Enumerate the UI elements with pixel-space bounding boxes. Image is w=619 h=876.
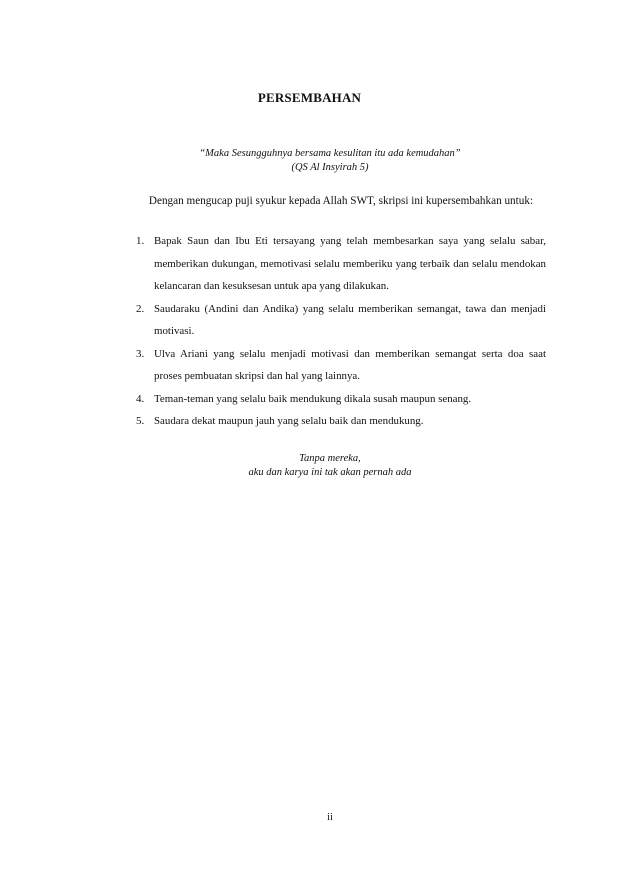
list-item-text: Bapak Saun dan Ibu Eti tersayang yang telah membesarkan saya yang selalu sabar, memberikan dukungan, memotivasi selalu memberiku yang terbaik dan selalu mendokan kelancaran dan kesuksesan untuk apa yang dilakukan. — [154, 235, 546, 292]
list-item-text: Teman-teman yang selalu baik mendukung dikala susah maupun senang. — [154, 392, 472, 405]
list-item-number: 1. — [136, 235, 145, 247]
list-item — [136, 343, 546, 388]
page-title: PERSEMBAHAN — [257, 90, 362, 105]
quote-block — [0, 147, 619, 175]
list-item-text: Ulva Ariani yang selalu menjadi motivasi dan memberikan semangat serta doa saat proses pembuatan skripsi dan hal yang lainnya. — [154, 347, 546, 382]
list-item — [136, 230, 546, 298]
dedication-list — [136, 230, 546, 433]
list-item — [136, 388, 546, 411]
closing-block — [0, 452, 619, 480]
quote-text: “Maka Sesungguhnya bersama kesulitan itu ada kemudahan” — [199, 148, 461, 159]
closing-line-2: aku dan karya ini tak akan pernah ada — [248, 467, 412, 478]
closing-line-1: Tanpa mereka, — [299, 453, 361, 464]
list-item-number: 5. — [136, 415, 145, 427]
quote-source: (QS Al Insyirah 5) — [291, 162, 369, 173]
list-item-text: Saudaraku (Andini dan Andika) yang selalu memberikan semangat, tawa dan menjadi motivasi. — [154, 302, 546, 337]
list-item — [136, 410, 546, 433]
list-item-number: 2. — [136, 302, 145, 315]
intro-paragraph: Dengan mengucap puji syukur kepada Allah SWT, skripsi ini kupersembahkan untuk: — [148, 195, 534, 207]
list-item-number: 4. — [136, 392, 145, 405]
list-item-number: 3. — [136, 347, 145, 360]
list-item — [136, 298, 546, 343]
list-item-text: Saudara dekat maupun jauh yang selalu baik dan mendukung. — [154, 415, 424, 427]
page-number: ii — [327, 812, 333, 823]
